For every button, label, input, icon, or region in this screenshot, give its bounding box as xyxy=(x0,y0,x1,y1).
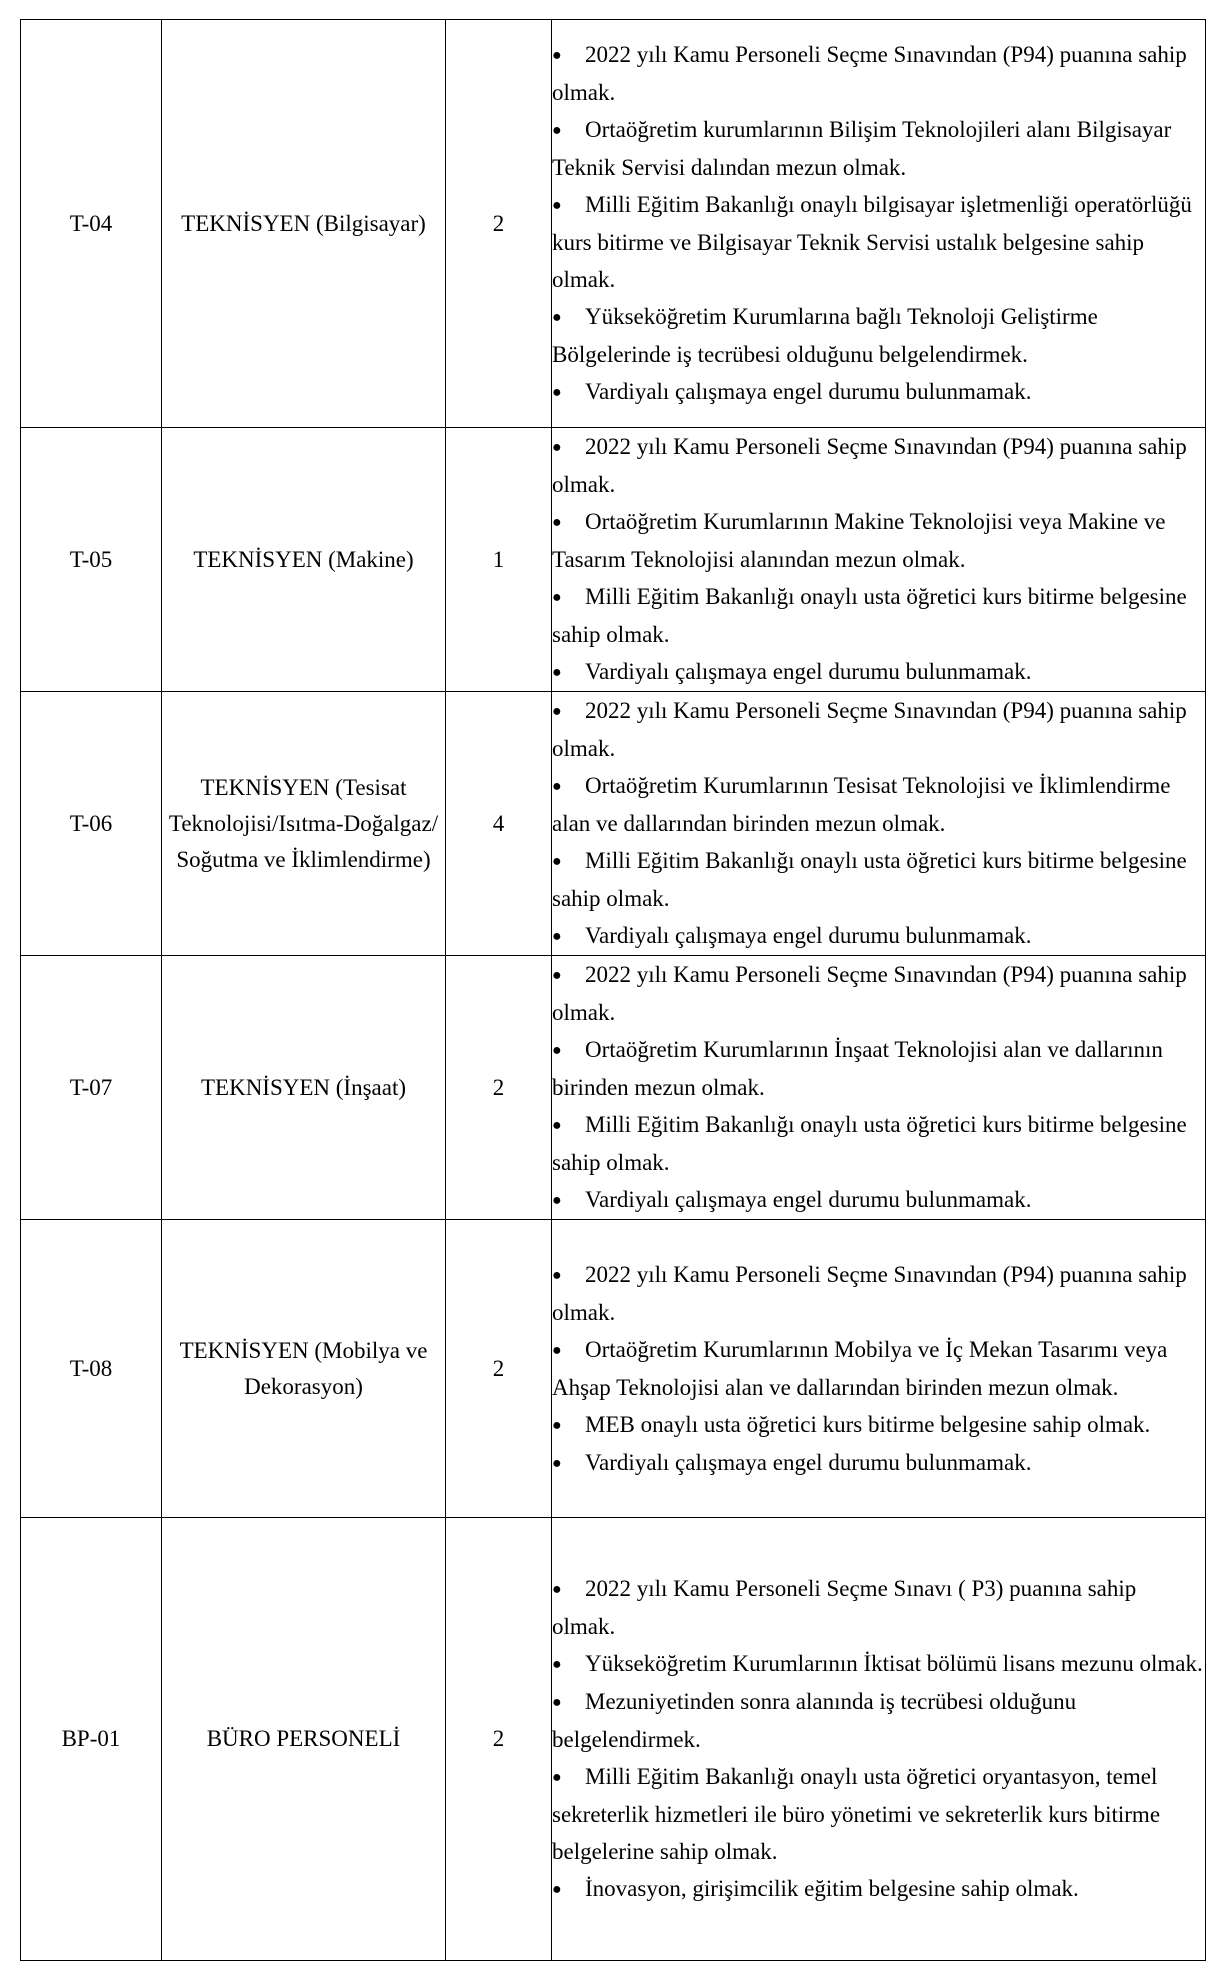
requirement-text: Milli Eğitim Bakanlığı onaylı usta öğretici kurs bitirme belgesine sahip olmak. xyxy=(552,584,1187,647)
position-title: TEKNİSYEN (Makine) xyxy=(162,428,446,692)
bullet-icon: ● xyxy=(552,1416,562,1434)
bullet-icon: ● xyxy=(552,1769,562,1786)
position-count: 2 xyxy=(446,956,552,1220)
position-count: 2 xyxy=(446,1220,552,1518)
requirement-text: Vardiyalı çalışmaya engel durumu bulunmamak. xyxy=(585,923,1032,948)
bullet-icon: ● xyxy=(552,664,562,681)
bullet-icon: ● xyxy=(552,1192,562,1209)
requirement-text: Vardiyalı çalışmaya engel durumu bulunmamak. xyxy=(585,1187,1032,1212)
list-item xyxy=(552,298,1205,373)
requirement-text: Ortaöğretim kurumlarının Bilişim Teknolojileri alanı Bilgisayar Teknik Servisi dalından mezun olmak. xyxy=(552,117,1172,180)
list-item xyxy=(552,1645,1205,1683)
bullet-icon: ● xyxy=(552,1454,562,1472)
requirement-text: Ortaöğretim Kurumlarının Mobilya ve İç Mekan Tasarımı veya Ahşap Teknolojisi alan ve dallarından birinden mezun olmak. xyxy=(552,1336,1168,1400)
list-item xyxy=(552,186,1205,298)
requirements-cell xyxy=(552,20,1206,428)
bullet-icon: ● xyxy=(552,778,562,795)
position-title: TEKNİSYEN (İnşaat) xyxy=(162,956,446,1220)
list-item xyxy=(552,111,1205,186)
position-count: 2 xyxy=(446,1518,552,1961)
list-item xyxy=(552,428,1205,503)
position-count: 2 xyxy=(446,20,552,428)
list-item xyxy=(552,917,1205,955)
requirement-text: Milli Eğitim Bakanlığı onaylı usta öğretici kurs bitirme belgesine sahip olmak. xyxy=(552,1112,1187,1175)
requirements-cell xyxy=(552,956,1206,1220)
requirement-text: Milli Eğitim Bakanlığı onaylı usta öğretici kurs bitirme belgesine sahip olmak. xyxy=(552,848,1187,911)
list-item xyxy=(552,842,1205,917)
requirement-text: Milli Eğitim Bakanlığı onaylı bilgisayar işletmenliği operatörlüğü kurs bitirme ve Bilgisayar Teknik Servisi ustalık belgesine sahip olmak. xyxy=(552,192,1192,292)
list-item xyxy=(552,1570,1205,1645)
table-row xyxy=(21,956,1206,1220)
requirements-table xyxy=(20,19,1206,1961)
list-item xyxy=(552,767,1205,842)
bullet-icon: ● xyxy=(552,1042,562,1059)
table-row xyxy=(21,428,1206,692)
requirement-text: Yükseköğretim Kurumlarının İktisat bölümü lisans mezunu olmak. xyxy=(585,1651,1203,1676)
position-count: 4 xyxy=(446,692,552,956)
position-title: TEKNİSYEN (Mobilya ve Dekorasyon) xyxy=(162,1220,446,1518)
requirements-list xyxy=(552,1256,1205,1482)
requirement-text: Yükseköğretim Kurumlarına bağlı Teknoloji Geliştirme Bölgelerinde iş tecrübesi olduğunu belgelendirmek. xyxy=(552,304,1098,367)
bullet-icon: ● xyxy=(552,47,562,64)
table-row xyxy=(21,1518,1206,1961)
requirement-text: Ortaöğretim Kurumlarının İnşaat Teknolojisi alan ve dallarının birinden mezun olmak. xyxy=(552,1037,1163,1100)
bullet-icon: ● xyxy=(552,1581,562,1598)
requirement-text: 2022 yılı Kamu Personeli Seçme Sınavından (P94) puanına sahip olmak. xyxy=(552,434,1187,497)
bullet-icon: ● xyxy=(552,1341,562,1359)
bullet-icon: ● xyxy=(552,1656,562,1673)
requirement-text: Milli Eğitim Bakanlığı onaylı usta öğretici oryantasyon, temel sekreterlik hizmetleri ile büro yönetimi ve sekreterlik kurs bitirme belgelerine sahip olmak. xyxy=(552,1764,1161,1864)
bullet-icon: ● xyxy=(552,122,562,139)
requirements-list xyxy=(552,692,1205,955)
bullet-icon: ● xyxy=(552,1694,562,1711)
bullet-icon: ● xyxy=(552,1117,562,1134)
requirements-list xyxy=(552,428,1205,691)
position-code: T-05 xyxy=(21,428,162,692)
bullet-icon: ● xyxy=(552,853,562,870)
list-item xyxy=(552,1683,1205,1758)
requirements-cell xyxy=(552,1220,1206,1518)
list-item xyxy=(552,956,1205,1031)
list-item xyxy=(552,1870,1205,1908)
bullet-icon: ● xyxy=(552,514,562,531)
list-item xyxy=(552,1031,1205,1106)
requirements-cell xyxy=(552,692,1206,956)
requirements-cell xyxy=(552,428,1206,692)
requirement-text: Vardiyalı çalışmaya engel durumu bulunmamak. xyxy=(585,379,1032,404)
requirements-list xyxy=(552,956,1205,1219)
requirements-list xyxy=(552,36,1205,411)
bullet-icon: ● xyxy=(552,1881,562,1898)
position-code: T-06 xyxy=(21,692,162,956)
requirement-text: İnovasyon, girişimcilik eğitim belgesine sahip olmak. xyxy=(585,1876,1079,1901)
list-item xyxy=(552,692,1205,767)
requirements-cell xyxy=(552,1518,1206,1961)
list-item xyxy=(552,503,1205,578)
requirement-text: Mezuniyetinden sonra alanında iş tecrübesi olduğunu belgelendirmek. xyxy=(552,1689,1077,1752)
requirement-text: 2022 yılı Kamu Personeli Seçme Sınavı ( P3) puanına sahip olmak. xyxy=(552,1576,1137,1639)
requirements-list xyxy=(552,1570,1205,1908)
bullet-icon: ● xyxy=(552,197,562,214)
bullet-icon: ● xyxy=(552,439,562,456)
list-item xyxy=(552,578,1205,653)
requirement-text: Ortaöğretim Kurumlarının Tesisat Teknolojisi ve İklimlendirme alan ve dallarından birinden mezun olmak. xyxy=(552,773,1171,836)
table-row xyxy=(21,20,1206,428)
position-count: 1 xyxy=(446,428,552,692)
position-title: BÜRO PERSONELİ xyxy=(162,1518,446,1961)
list-item xyxy=(552,1331,1205,1406)
requirement-text: 2022 yılı Kamu Personeli Seçme Sınavından (P94) puanına sahip olmak. xyxy=(552,698,1187,761)
list-item xyxy=(552,1406,1205,1444)
requirement-text: Vardiyalı çalışmaya engel durumu bulunmamak. xyxy=(585,659,1032,684)
table-row xyxy=(21,692,1206,956)
requirement-text: Vardiyalı çalışmaya engel durumu bulunmamak. xyxy=(585,1449,1032,1475)
requirement-text: MEB onaylı usta öğretici kurs bitirme belgesine sahip olmak. xyxy=(585,1411,1151,1437)
bullet-icon: ● xyxy=(552,309,562,326)
list-item xyxy=(552,1256,1205,1331)
list-item xyxy=(552,1758,1205,1870)
position-code: BP-01 xyxy=(21,1518,162,1961)
list-item xyxy=(552,1181,1205,1219)
list-item xyxy=(552,1106,1205,1181)
position-title: TEKNİSYEN (Bilgisayar) xyxy=(162,20,446,428)
bullet-icon: ● xyxy=(552,1266,562,1284)
list-item xyxy=(552,36,1205,111)
requirement-text: Ortaöğretim Kurumlarının Makine Teknolojisi veya Makine ve Tasarım Teknolojisi alanından mezun olmak. xyxy=(552,509,1166,572)
requirement-text: 2022 yılı Kamu Personeli Seçme Sınavından (P94) puanına sahip olmak. xyxy=(552,1261,1187,1325)
bullet-icon: ● xyxy=(552,589,562,606)
list-item xyxy=(552,1444,1205,1482)
requirement-text: 2022 yılı Kamu Personeli Seçme Sınavından (P94) puanına sahip olmak. xyxy=(552,42,1187,105)
position-code: T-04 xyxy=(21,20,162,428)
list-item xyxy=(552,653,1205,691)
table-row xyxy=(21,1220,1206,1518)
bullet-icon: ● xyxy=(552,928,562,945)
bullet-icon: ● xyxy=(552,384,562,401)
position-code: T-08 xyxy=(21,1220,162,1518)
requirement-text: 2022 yılı Kamu Personeli Seçme Sınavından (P94) puanına sahip olmak. xyxy=(552,962,1187,1025)
position-title: TEKNİSYEN (Tesisat Teknolojisi/Isıtma-Doğalgaz/ Soğutma ve İklimlendirme) xyxy=(162,692,446,956)
list-item xyxy=(552,373,1205,411)
bullet-icon: ● xyxy=(552,703,562,720)
bullet-icon: ● xyxy=(552,967,562,984)
position-code: T-07 xyxy=(21,956,162,1220)
